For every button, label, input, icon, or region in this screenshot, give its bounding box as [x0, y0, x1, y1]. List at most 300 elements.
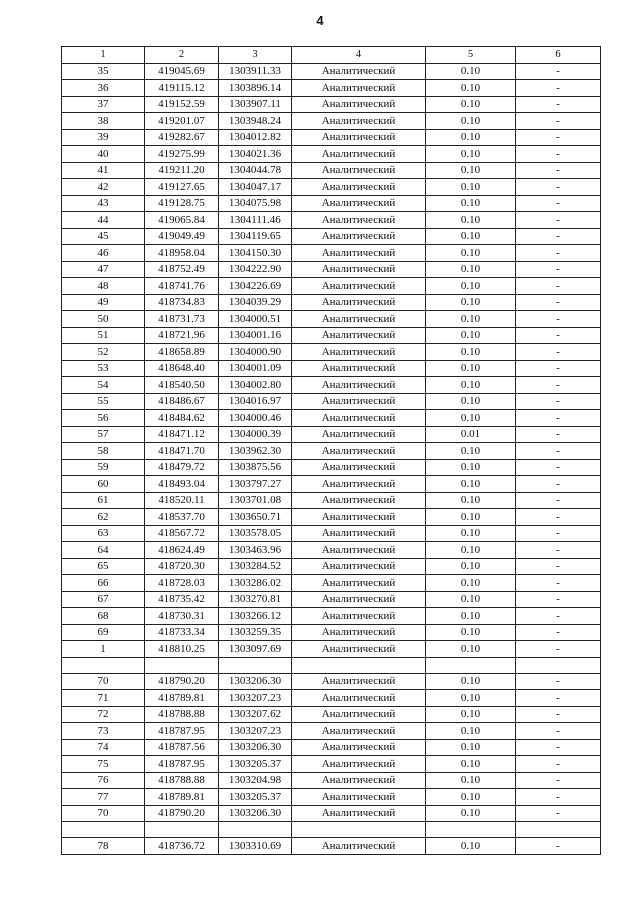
- table-cell: -: [516, 146, 601, 163]
- table-cell: Аналитический: [292, 410, 426, 427]
- table-cell: 68: [62, 608, 145, 625]
- table-cell: 60: [62, 476, 145, 493]
- table-cell: 1303206.30: [219, 805, 292, 822]
- table-cell: 418471.12: [145, 426, 219, 443]
- table-cell: 54: [62, 377, 145, 394]
- table-cell: [292, 822, 426, 838]
- table-row: [62, 575, 601, 592]
- table-cell: Аналитический: [292, 443, 426, 460]
- table-row: [62, 410, 601, 427]
- table-cell: 35: [62, 63, 145, 80]
- table-row: [62, 608, 601, 625]
- table-cell: 1303270.81: [219, 591, 292, 608]
- table-cell: Аналитический: [292, 772, 426, 789]
- table-cell: 0.10: [426, 624, 516, 641]
- table-cell: 0.10: [426, 146, 516, 163]
- table-cell: -: [516, 393, 601, 410]
- table-cell: 0.10: [426, 492, 516, 509]
- table-cell: [145, 657, 219, 673]
- table-cell: 418810.25: [145, 641, 219, 658]
- table-cell: 0.10: [426, 673, 516, 690]
- table-cell: 1304119.65: [219, 228, 292, 245]
- table-cell: 419115.12: [145, 80, 219, 97]
- table-cell: 38: [62, 113, 145, 130]
- table-cell: 48: [62, 278, 145, 295]
- table-cell: 0.10: [426, 212, 516, 229]
- table-cell: [292, 657, 426, 673]
- table-cell: -: [516, 805, 601, 822]
- table-cell: 1303204.98: [219, 772, 292, 789]
- table-cell: 418741.76: [145, 278, 219, 295]
- table-row: [62, 344, 601, 361]
- table-cell: 0.10: [426, 838, 516, 855]
- table-cell: -: [516, 195, 601, 212]
- table-cell: [426, 657, 516, 673]
- table-cell: 62: [62, 509, 145, 526]
- table-row: [62, 278, 601, 295]
- table-cell: 63: [62, 525, 145, 542]
- table-cell: -: [516, 772, 601, 789]
- table-cell: 1304226.69: [219, 278, 292, 295]
- table-cell: Аналитический: [292, 311, 426, 328]
- table-cell: 1303207.62: [219, 706, 292, 723]
- table-cell: 0.10: [426, 195, 516, 212]
- table-cell: Аналитический: [292, 278, 426, 295]
- table-cell: 0.10: [426, 113, 516, 130]
- table-cell: 75: [62, 756, 145, 773]
- table-row: [62, 772, 601, 789]
- table-cell: 418790.20: [145, 673, 219, 690]
- table-cell: Аналитический: [292, 739, 426, 756]
- table-cell: 1303650.71: [219, 509, 292, 526]
- table-cell: 74: [62, 739, 145, 756]
- table-cell: 418752.49: [145, 261, 219, 278]
- table-cell: 1303205.37: [219, 789, 292, 806]
- table-cell: 51: [62, 327, 145, 344]
- table-cell: -: [516, 789, 601, 806]
- table-cell: 0.10: [426, 96, 516, 113]
- table-cell: 1303310.69: [219, 838, 292, 855]
- table-cell: 1303097.69: [219, 641, 292, 658]
- table-cell: 0.10: [426, 245, 516, 262]
- table-cell: 56: [62, 410, 145, 427]
- table-cell: 36: [62, 80, 145, 97]
- table-row: [62, 393, 601, 410]
- table-cell: 37: [62, 96, 145, 113]
- table-cell: 43: [62, 195, 145, 212]
- table-cell: 0.10: [426, 723, 516, 740]
- table-cell: Аналитический: [292, 756, 426, 773]
- table-cell: 418567.72: [145, 525, 219, 542]
- table-cell: 0.10: [426, 459, 516, 476]
- table-cell: 418734.83: [145, 294, 219, 311]
- table-cell: Аналитический: [292, 690, 426, 707]
- table-cell: 1304000.39: [219, 426, 292, 443]
- table-row: [62, 195, 601, 212]
- table-cell: 1304000.51: [219, 311, 292, 328]
- table-row: [62, 739, 601, 756]
- table-cell: Аналитический: [292, 575, 426, 592]
- table-cell: 418789.81: [145, 789, 219, 806]
- table-row: [62, 146, 601, 163]
- table-cell: -: [516, 673, 601, 690]
- table-cell: 418728.03: [145, 575, 219, 592]
- table-cell: 418787.56: [145, 739, 219, 756]
- table-cell: Аналитический: [292, 591, 426, 608]
- table-cell: Аналитический: [292, 641, 426, 658]
- table-cell: 72: [62, 706, 145, 723]
- column-header: 4: [292, 47, 426, 64]
- table-cell: 50: [62, 311, 145, 328]
- table-cell: 0.10: [426, 327, 516, 344]
- table-cell: Аналитический: [292, 789, 426, 806]
- table-cell: 418730.31: [145, 608, 219, 625]
- table-cell: Аналитический: [292, 195, 426, 212]
- table-row: [62, 228, 601, 245]
- table-cell: 1303207.23: [219, 690, 292, 707]
- table-cell: -: [516, 327, 601, 344]
- table-cell: 49: [62, 294, 145, 311]
- table-row: [62, 294, 601, 311]
- table-cell: 71: [62, 690, 145, 707]
- table-cell: 1304001.09: [219, 360, 292, 377]
- table-cell: 0.10: [426, 608, 516, 625]
- table-row: [62, 96, 601, 113]
- table-cell: 419201.07: [145, 113, 219, 130]
- table-cell: 1303948.24: [219, 113, 292, 130]
- table-cell: Аналитический: [292, 492, 426, 509]
- table-cell: 418789.81: [145, 690, 219, 707]
- table-cell: 418787.95: [145, 723, 219, 740]
- table-cell: 418484.62: [145, 410, 219, 427]
- table-cell: 419128.75: [145, 195, 219, 212]
- column-header: 6: [516, 47, 601, 64]
- table-body: [62, 47, 601, 855]
- table-cell: 42: [62, 179, 145, 196]
- table-cell: -: [516, 838, 601, 855]
- table-cell: Аналитический: [292, 162, 426, 179]
- table-cell: 1303205.37: [219, 756, 292, 773]
- table-cell: 1303266.12: [219, 608, 292, 625]
- table-cell: Аналитический: [292, 723, 426, 740]
- table-cell: 73: [62, 723, 145, 740]
- table-cell: Аналитический: [292, 146, 426, 163]
- table-cell: 1303463.96: [219, 542, 292, 559]
- table-cell: 0.10: [426, 311, 516, 328]
- table-cell: 1303286.02: [219, 575, 292, 592]
- table-cell: 418658.89: [145, 344, 219, 361]
- table-cell: 419152.59: [145, 96, 219, 113]
- table-cell: 69: [62, 624, 145, 641]
- table-cell: 418790.20: [145, 805, 219, 822]
- table-cell: -: [516, 410, 601, 427]
- table-cell: [516, 657, 601, 673]
- table-cell: Аналитический: [292, 525, 426, 542]
- table-header-row: [62, 47, 601, 64]
- table-cell: 0.10: [426, 739, 516, 756]
- table-cell: Аналитический: [292, 245, 426, 262]
- table-cell: 0.10: [426, 393, 516, 410]
- table-cell: 418648.40: [145, 360, 219, 377]
- table-cell: Аналитический: [292, 261, 426, 278]
- table-cell: 0.10: [426, 476, 516, 493]
- table-cell: 418735.42: [145, 591, 219, 608]
- column-header: 3: [219, 47, 292, 64]
- table-cell: 57: [62, 426, 145, 443]
- table-row: [62, 706, 601, 723]
- table-cell: 419275.99: [145, 146, 219, 163]
- table-row: [62, 311, 601, 328]
- table-cell: Аналитический: [292, 129, 426, 146]
- table-cell: 0.10: [426, 641, 516, 658]
- table-cell: 1303207.23: [219, 723, 292, 740]
- table-cell: 1: [62, 641, 145, 658]
- table-cell: -: [516, 542, 601, 559]
- table-cell: 0.10: [426, 344, 516, 361]
- table-cell: 41: [62, 162, 145, 179]
- table-cell: 1303875.56: [219, 459, 292, 476]
- table-cell: -: [516, 360, 601, 377]
- table-row: [62, 492, 601, 509]
- table-cell: 1303206.30: [219, 739, 292, 756]
- table-cell: 418721.96: [145, 327, 219, 344]
- table-cell: 0.10: [426, 756, 516, 773]
- table-row: [62, 459, 601, 476]
- table-cell: Аналитический: [292, 327, 426, 344]
- column-header: 1: [62, 47, 145, 64]
- table-cell: 0.10: [426, 63, 516, 80]
- table-cell: 76: [62, 772, 145, 789]
- table-cell: 418537.70: [145, 509, 219, 526]
- table-cell: 418787.95: [145, 756, 219, 773]
- table-cell: Аналитический: [292, 805, 426, 822]
- table-row: [62, 805, 601, 822]
- table-cell: -: [516, 311, 601, 328]
- table-cell: 0.10: [426, 789, 516, 806]
- table-cell: Аналитический: [292, 294, 426, 311]
- table-cell: 0.10: [426, 542, 516, 559]
- table-cell: 418471.70: [145, 443, 219, 460]
- table-cell: 0.10: [426, 377, 516, 394]
- table-row: [62, 789, 601, 806]
- table-row: [62, 756, 601, 773]
- table-cell: 67: [62, 591, 145, 608]
- table-cell: -: [516, 591, 601, 608]
- table-cell: -: [516, 641, 601, 658]
- table-cell: 1303259.35: [219, 624, 292, 641]
- table-cell: -: [516, 739, 601, 756]
- table-cell: Аналитический: [292, 476, 426, 493]
- table-cell: 419282.67: [145, 129, 219, 146]
- table-cell: Аналитический: [292, 673, 426, 690]
- table-cell: 418731.73: [145, 311, 219, 328]
- table-row: [62, 838, 601, 855]
- table-cell: 66: [62, 575, 145, 592]
- table-cell: -: [516, 756, 601, 773]
- table-cell: 70: [62, 805, 145, 822]
- table-cell: Аналитический: [292, 228, 426, 245]
- table-cell: -: [516, 492, 601, 509]
- table-row: [62, 558, 601, 575]
- table-row: [62, 509, 601, 526]
- table-cell: 418958.04: [145, 245, 219, 262]
- table-cell: Аналитический: [292, 360, 426, 377]
- table-cell: [62, 822, 145, 838]
- table-cell: 1304075.98: [219, 195, 292, 212]
- table-cell: 0.10: [426, 509, 516, 526]
- page-number: 4: [316, 13, 324, 28]
- table-cell: [426, 822, 516, 838]
- table-cell: Аналитический: [292, 509, 426, 526]
- table-cell: Аналитический: [292, 96, 426, 113]
- table-row: [62, 673, 601, 690]
- table-cell: Аналитический: [292, 344, 426, 361]
- table-cell: 0.10: [426, 294, 516, 311]
- table-cell: -: [516, 212, 601, 229]
- table-cell: 418624.49: [145, 542, 219, 559]
- table-row-blank: [62, 657, 601, 673]
- table-cell: 1303578.05: [219, 525, 292, 542]
- table-cell: 1303206.30: [219, 673, 292, 690]
- table-row: [62, 129, 601, 146]
- table-cell: 0.10: [426, 162, 516, 179]
- table-cell: [219, 822, 292, 838]
- table-cell: 52: [62, 344, 145, 361]
- table-cell: Аналитический: [292, 608, 426, 625]
- table-cell: -: [516, 80, 601, 97]
- table-cell: Аналитический: [292, 393, 426, 410]
- table-cell: -: [516, 179, 601, 196]
- table-cell: 418788.88: [145, 706, 219, 723]
- table-row: [62, 360, 601, 377]
- table-cell: 1304016.97: [219, 393, 292, 410]
- table-cell: 0.10: [426, 261, 516, 278]
- table-cell: -: [516, 690, 601, 707]
- table-cell: 1303907.11: [219, 96, 292, 113]
- table-cell: -: [516, 344, 601, 361]
- table-cell: 47: [62, 261, 145, 278]
- table-cell: 418720.30: [145, 558, 219, 575]
- table-cell: -: [516, 558, 601, 575]
- table-cell: 0.10: [426, 360, 516, 377]
- table-row: [62, 113, 601, 130]
- table-row: [62, 624, 601, 641]
- table-cell: Аналитический: [292, 558, 426, 575]
- table-row: [62, 245, 601, 262]
- table-cell: -: [516, 245, 601, 262]
- table-cell: 0.10: [426, 772, 516, 789]
- table-cell: 0.10: [426, 591, 516, 608]
- table-row: [62, 443, 601, 460]
- table-cell: 0.10: [426, 278, 516, 295]
- table-cell: -: [516, 575, 601, 592]
- table-cell: 1304000.46: [219, 410, 292, 427]
- table-row: [62, 525, 601, 542]
- table-cell: Аналитический: [292, 212, 426, 229]
- table-cell: 53: [62, 360, 145, 377]
- table-cell: -: [516, 113, 601, 130]
- table-cell: -: [516, 129, 601, 146]
- table-cell: 1304021.36: [219, 146, 292, 163]
- table-cell: 418736.72: [145, 838, 219, 855]
- table-cell: 55: [62, 393, 145, 410]
- table-cell: 1304002.80: [219, 377, 292, 394]
- table-cell: 418788.88: [145, 772, 219, 789]
- table-cell: [516, 822, 601, 838]
- table-cell: 1304047.17: [219, 179, 292, 196]
- table-row: [62, 212, 601, 229]
- table-cell: -: [516, 294, 601, 311]
- table-cell: 1304111.46: [219, 212, 292, 229]
- table-cell: Аналитический: [292, 542, 426, 559]
- table-cell: -: [516, 608, 601, 625]
- table-row: [62, 426, 601, 443]
- table-cell: 1303896.14: [219, 80, 292, 97]
- table-cell: 418493.04: [145, 476, 219, 493]
- coordinates-table: [61, 46, 601, 855]
- table-cell: 418733.34: [145, 624, 219, 641]
- table-cell: 419127.65: [145, 179, 219, 196]
- table-cell: 0.10: [426, 525, 516, 542]
- table-cell: -: [516, 162, 601, 179]
- table-cell: 77: [62, 789, 145, 806]
- table-cell: 1303962.30: [219, 443, 292, 460]
- table-cell: -: [516, 228, 601, 245]
- table-cell: Аналитический: [292, 113, 426, 130]
- table-cell: -: [516, 706, 601, 723]
- table-cell: -: [516, 723, 601, 740]
- table-cell: 1304000.90: [219, 344, 292, 361]
- table-cell: 44: [62, 212, 145, 229]
- table-cell: Аналитический: [292, 377, 426, 394]
- table-cell: -: [516, 426, 601, 443]
- column-header: 2: [145, 47, 219, 64]
- table-cell: Аналитический: [292, 63, 426, 80]
- table-cell: 418479.72: [145, 459, 219, 476]
- table-cell: 0.10: [426, 690, 516, 707]
- table-cell: -: [516, 63, 601, 80]
- table-cell: 65: [62, 558, 145, 575]
- table-cell: -: [516, 443, 601, 460]
- table-cell: 46: [62, 245, 145, 262]
- table-cell: 1303911.33: [219, 63, 292, 80]
- table-cell: 70: [62, 673, 145, 690]
- table-cell: 1303797.27: [219, 476, 292, 493]
- table-cell: [145, 822, 219, 838]
- table-cell: 1304001.16: [219, 327, 292, 344]
- table-cell: 0.01: [426, 426, 516, 443]
- table-row: [62, 80, 601, 97]
- table-cell: -: [516, 278, 601, 295]
- table-cell: 418540.50: [145, 377, 219, 394]
- table-cell: Аналитический: [292, 426, 426, 443]
- table-cell: 1304039.29: [219, 294, 292, 311]
- table-cell: 0.10: [426, 575, 516, 592]
- table-row: [62, 542, 601, 559]
- table-cell: 0.10: [426, 805, 516, 822]
- table-row: [62, 476, 601, 493]
- table-cell: 61: [62, 492, 145, 509]
- table-row: [62, 641, 601, 658]
- table-cell: Аналитический: [292, 80, 426, 97]
- table-cell: 78: [62, 838, 145, 855]
- table-row: [62, 377, 601, 394]
- column-header: 5: [426, 47, 516, 64]
- table-cell: Аналитический: [292, 459, 426, 476]
- table-cell: 64: [62, 542, 145, 559]
- table-cell: Аналитический: [292, 624, 426, 641]
- table-cell: -: [516, 624, 601, 641]
